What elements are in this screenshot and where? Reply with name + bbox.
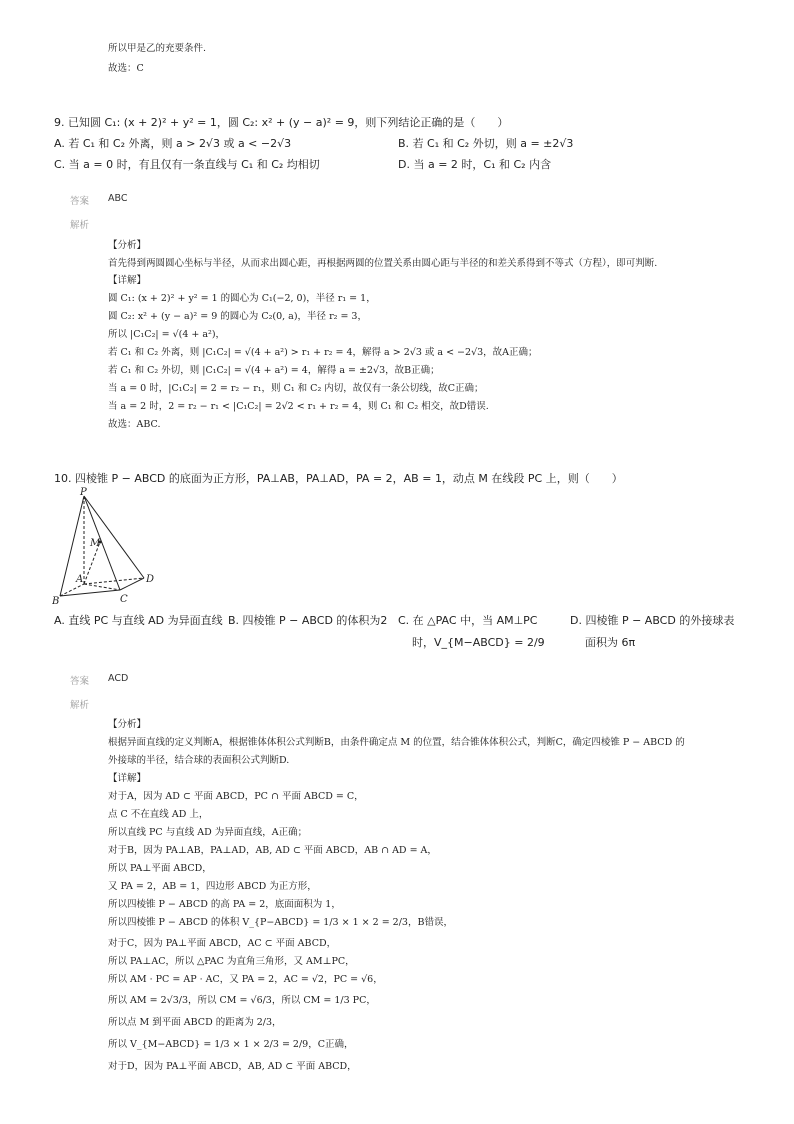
q10-analysis-line: 所以四棱锥 P − ABCD 的体积 V_{P−ABCD} = 1/3 × 1 × 2 = 2/3，B错误， — [108, 917, 453, 928]
q9-option-d: D. 当 a = 2 时，C₁ 和 C₂ 内含 — [398, 158, 552, 171]
label-b: B — [52, 596, 60, 606]
q10-analysis-line: 根据异面直线的定义判断A，根据锥体体积公式判断B，由条件确定点 M 的位置，结合锥体体积公式，判断C，确定四棱锥 P − ABCD 的 — [108, 737, 685, 748]
q10-option-a: A. 直线 PC 与直线 AD 为异面直线 — [54, 614, 223, 627]
q10-analysis-line: 对于D，因为 PA⊥平面 ABCD，AB, AD ⊂ 平面 ABCD， — [108, 1061, 357, 1072]
q9-answer: ABC — [108, 193, 128, 204]
q10-option-d-cont: 面积为 6π — [585, 636, 636, 649]
edge-cd — [120, 578, 144, 590]
q10-analysis-line: 所以 PA⊥AC，所以 △PAC 为直角三角形，又 AM⊥PC， — [108, 956, 355, 967]
edge-bc — [60, 590, 120, 596]
q10-analysis-line: 对于C，因为 PA⊥平面 ABCD，AC ⊂ 平面 ABCD， — [108, 938, 337, 949]
q9-analysis-line: 圆 C₁: (x + 2)² + y² = 1 的圆心为 C₁(−2, 0)，半径 r₁ = 1， — [108, 293, 376, 304]
label-a: A — [76, 574, 84, 585]
q10-analysis-line: 所以 V_{M−ABCD} = 1/3 × 1 × 2/3 = 2/9，C正确， — [108, 1039, 354, 1050]
q9-answer-label: 答案 — [70, 196, 90, 207]
q10-analysis-label: 解析 — [70, 700, 90, 711]
prev-answer: 故选：C — [108, 63, 144, 74]
edge-ac — [84, 584, 120, 590]
q10-analysis-line: 【分析】 — [108, 719, 147, 730]
q10-option-c: C. 在 △PAC 中，当 AM⊥PC — [398, 614, 538, 627]
pyramid-figure — [52, 486, 162, 606]
q9-stem: 9. 已知圆 C₁: (x + 2)² + y² = 1，圆 C₂: x² + (y − a)² = 9，则下列结论正确的是（ ） — [54, 116, 509, 129]
q9-option-c: C. 当 a = 0 时，有且仅有一条直线与 C₁ 和 C₂ 均相切 — [54, 158, 320, 171]
label-m: M — [90, 538, 101, 549]
q9-analysis-line: 所以 |C₁C₂| = √(4 + a²)， — [108, 329, 226, 340]
q10-answer-label: 答案 — [70, 676, 90, 687]
q10-analysis-line: 外接球的半径，结合球的表面积公式判断D. — [108, 755, 290, 766]
q10-option-d: D. 四棱锥 P − ABCD 的外接球表 — [570, 614, 735, 627]
q10-analysis-line: 对于B，因为 PA⊥AB，PA⊥AD，AB, AD ⊂ 平面 ABCD，AB ∩ AD = A， — [108, 845, 437, 856]
q10-stem: 10. 四棱锥 P − ABCD 的底面为正方形，PA⊥AB，PA⊥AD，PA = 2，AB = 1，动点 M 在线段 PC 上，则（ ） — [54, 472, 623, 485]
q9-analysis-line: 故选：ABC. — [108, 419, 161, 430]
q9-analysis-line: 首先得到两圆圆心坐标与半径，从而求出圆心距，再根据两圆的位置关系由圆心距与半径的和差关系得到不等式（方程），即可判断. — [108, 258, 658, 269]
edge-ad — [84, 578, 144, 584]
q9-analysis-line: 【详解】 — [108, 275, 147, 286]
q10-analysis-line: 所以 AM · PC = AP · AC，又 PA = 2，AC = √2，PC = √6， — [108, 974, 383, 985]
label-c: C — [120, 594, 128, 605]
q10-answer: ACD — [108, 673, 129, 684]
edge-pd — [84, 496, 144, 578]
q10-analysis-line: 所以直线 PC 与直线 AD 为异面直线，A正确； — [108, 827, 308, 838]
q10-analysis-line: 所以四棱锥 P − ABCD 的高 PA = 2，底面面积为 1， — [108, 899, 341, 910]
q9-analysis-label: 解析 — [70, 220, 90, 231]
q10-option-b: B. 四棱锥 P − ABCD 的体积为2 — [228, 614, 388, 627]
q9-analysis-line: 当 a = 0 时，|C₁C₂| = 2 = r₂ − r₁，则 C₁ 和 C₂ 内切，故仅有一条公切线，故C正确； — [108, 383, 484, 394]
q9-option-b: B. 若 C₁ 和 C₂ 外切，则 a = ±2√3 — [398, 137, 574, 150]
q10-analysis-line: 所以点 M 到平面 ABCD 的距离为 2/3， — [108, 1017, 282, 1028]
q9-analysis-line: 当 a = 2 时，2 = r₂ − r₁ < |C₁C₂| = 2√2 < r₁ + r₂ = 4，则 C₁ 和 C₂ 相交，故D错误. — [108, 401, 489, 412]
q9-option-a: A. 若 C₁ 和 C₂ 外离，则 a > 2√3 或 a < −2√3 — [54, 137, 292, 150]
q9-analysis-line: 若 C₁ 和 C₂ 外离，则 |C₁C₂| = √(4 + a²) > r₁ + r₂ = 4，解得 a > 2√3 或 a < −2√3，故A正确； — [108, 347, 538, 358]
q9-analysis-line: 若 C₁ 和 C₂ 外切，则 |C₁C₂| = √(4 + a²) = 4，解得 a = ±2√3，故B正确； — [108, 365, 440, 376]
prev-conclusion: 所以甲是乙的充要条件. — [108, 43, 207, 54]
q10-analysis-line: 又 PA = 2，AB = 1，四边形 ABCD 为正方形， — [108, 881, 317, 892]
label-d: D — [146, 574, 155, 585]
q10-option-c-cont: 时，V_{M−ABCD} = 2/9 — [412, 636, 545, 649]
q10-analysis-line: 所以 PA⊥平面 ABCD， — [108, 863, 212, 874]
q10-analysis-line: 所以 AM = 2√3/3，所以 CM = √6/3，所以 CM = 1/3 PC， — [108, 995, 376, 1006]
q10-analysis-line: 【详解】 — [108, 773, 147, 784]
q9-analysis-line: 【分析】 — [108, 240, 147, 251]
q10-analysis-line: 点 C 不在直线 AD 上， — [108, 809, 209, 820]
q10-analysis-line: 对于A，因为 AD ⊂ 平面 ABCD，PC ∩ 平面 ABCD = C， — [108, 791, 364, 802]
label-p: P — [80, 487, 87, 498]
q9-analysis-line: 圆 C₂: x² + (y − a)² = 9 的圆心为 C₂(0, a)，半径 r₂ = 3， — [108, 311, 367, 322]
